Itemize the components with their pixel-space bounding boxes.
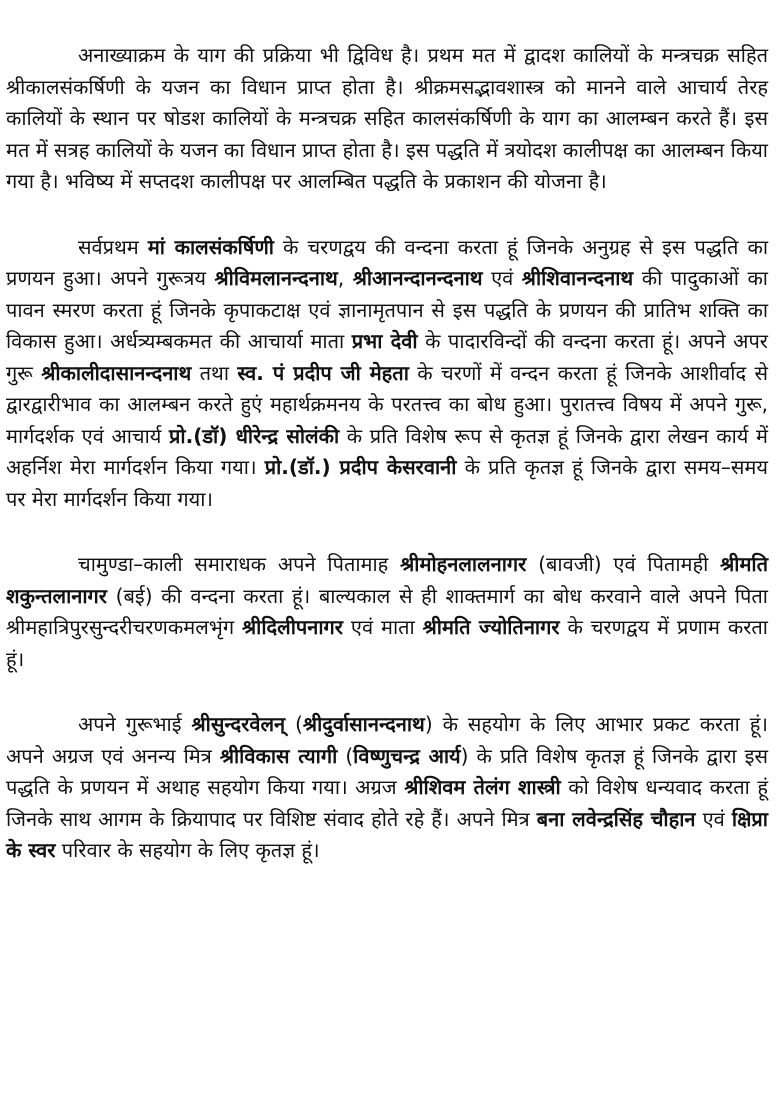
text-segment: (बई) की वन्दना करता हूं। बाल्यकाल से ही शाक्तमार्ग का बोध करवाने वाले अपने पिता श्रीमहात्रिपुरसुन्दरीचरणकमलभृंग	[6, 583, 768, 639]
bold-name: श्रीकालीदासानन्दनाथ	[41, 360, 192, 385]
text-segment: एवं	[482, 266, 522, 290]
text-segment: के चरणों में वन्दन करता हूं जिनके आशीर्वाद से द्वारद्वारीभाव का आलम्बन करते हुएं महार्थक्रमनय के परतत्त्व का बोध हुआ। पुरातत्त्व विषय में अपने गुरू, मार्गदर्शक एवं आचार्य	[6, 360, 768, 448]
bold-name: प्रभा देवी	[351, 329, 418, 353]
bold-name: श्रीविमलानन्दनाथ	[214, 266, 338, 290]
bold-name: श्रीमति ज्योतिनागर	[422, 615, 560, 639]
document-page	[6, 40, 768, 1100]
text-segment: (	[285, 712, 303, 736]
bold-name: मां कालसंकर्षिणी	[147, 234, 274, 259]
text-segment: की पादुकाओं का पावन स्मरण करता हूं जिनके कृपाकटाक्ष एवं ज्ञानामृतपान से इस पद्धति के प्रणयन की प्रातिभ शक्ति का विकास हुआ। अर्धत्र्यम्बकमत की आचार्या माता	[6, 266, 768, 353]
text-segment: को विशेष धन्यवाद करता हूं जिनके साथ आगम के क्रियापाद पर विशिष्ट संवाद होते रहे हैं। अपने मित्र	[6, 775, 768, 831]
text-segment: के पादारविन्दों की वन्दना करता हूं। अपने अपर गुरू	[6, 329, 768, 385]
bold-name: श्रीमति शकुन्तलानागर	[6, 552, 768, 608]
text-segment: एवं	[695, 806, 732, 831]
text-segment: एवं माता	[342, 615, 423, 639]
text-segment: परिवार के सहयोग के लिए कृतज्ञ हूं।	[55, 838, 320, 862]
text-segment: के प्रति विशेष रूप से कृतज्ञ हूं जिनके द्वारा लेखन कार्य में अहर्निश मेरा मार्गदर्शन किया गया।	[6, 423, 768, 479]
bold-name: विष्णुचन्द्र आर्य	[353, 743, 461, 768]
bold-name: श्रीविकास त्यागी	[219, 743, 338, 768]
bold-name: स्व. पं प्रदीप जी मेहता	[237, 360, 409, 385]
text-segment: तथा	[191, 360, 238, 385]
bold-name: श्रीशिवानन्दनाथ	[521, 266, 634, 290]
text-segment: ,	[337, 266, 353, 290]
paragraph-anakhya-krama	[6, 40, 768, 198]
paragraph-gratitude-friends	[6, 709, 768, 867]
text-segment: के चरणद्वय की वन्दना करता हूं जिनके अनुग्रह से इस पद्धति का प्रणयन हुआ। अपने गुरूत्रय	[6, 234, 769, 290]
text-segment: ) के प्रति विशेष कृतज्ञ हूं जिनके द्वारा इस पद्धति के प्रणयन में अथाह सहयोग किया गया। अग्रज	[6, 743, 768, 799]
text-segment: के चरणद्वय में प्रणाम करता हूं।	[6, 615, 768, 671]
paragraph-gratitude-gurus	[6, 232, 768, 516]
text-segment: (	[337, 743, 354, 768]
text-segment: के प्रति कृतज्ञ हूं जिनके द्वारा समय–समय पर मेरा मार्गदर्शन किया गया।	[6, 455, 768, 511]
text-segment: अपने गुरूभाई	[78, 712, 192, 736]
text-segment: सर्वप्रथम	[78, 234, 148, 259]
bold-name: क्षिप्रा के स्वर	[6, 806, 768, 862]
bold-name: श्रीआनन्दानन्दनाथ	[352, 266, 483, 290]
bold-name: श्रीमोहनलालनागर	[400, 552, 527, 576]
bold-name: श्रीसुन्दरवेलन्	[191, 712, 286, 736]
bold-name: प्रो.(डॉ) धीरेन्द्र सोलंकी	[169, 423, 340, 448]
bold-name: श्रीदुर्वासानन्दनाथ	[302, 712, 425, 736]
bold-name: प्रो.(डॉ.) प्रदीप केसरवानी	[264, 455, 457, 479]
paragraph-gratitude-family	[6, 549, 768, 675]
text-segment: अनाख्याक्रम के याग की प्रक्रिया भी द्विविध है। प्रथम मत में द्वादश कालियों के मन्त्रचक्र सहित श्रीकालसंकर्षिणी के यजन का विधान प्राप्त होता है। श्रीक्रमसद्भावशास्त्र को मानने वाले आचार्य तेरह कालियों के स्थान पर षोडश कालियों के मन्त्रचक्र सहित कालसंकर्षिणी के याग का आलम्बन करते हैं। इस मत में सत्रह कालियों के यजन का विधान प्राप्त होता है। इस पद्धति में त्रयोदश कालीपक्ष का आलम्बन किया गया है। भविष्य में सप्तदश कालीपक्ष पर आलम्बित पद्धति के प्रकाशन की योजना है।	[6, 43, 768, 193]
bold-name: श्रीदिलीपनागर	[242, 615, 343, 639]
text-segment: चामुण्डा–काली समाराधक अपने पितामाह	[78, 552, 401, 576]
text-segment: ) के सहयोग के लिए आभार प्रकट करता हूं। अपने अग्रज एवं अनन्य मित्र	[6, 712, 768, 768]
text-segment: (बावजी) एवं पितामही	[526, 552, 721, 576]
bold-name: बना लवेन्द्रसिंह चौहान	[536, 806, 696, 831]
bold-name: श्रीशिवम तेलंग शास्त्री	[404, 775, 561, 799]
